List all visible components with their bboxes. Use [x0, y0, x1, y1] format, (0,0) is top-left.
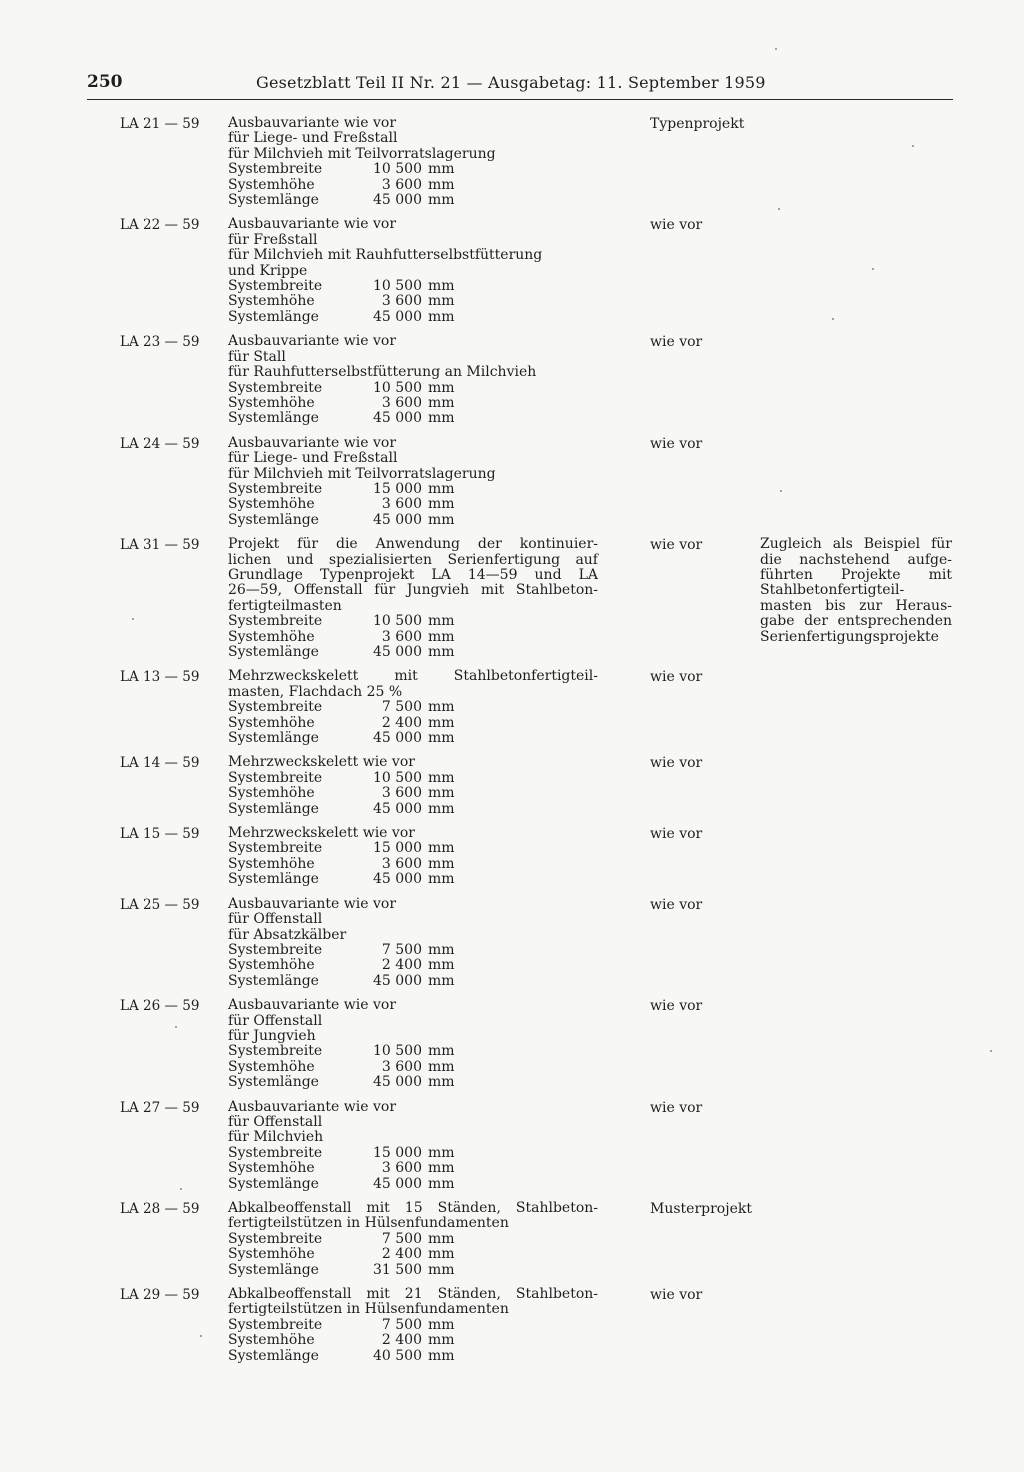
- dimension-unit: mm: [428, 840, 455, 857]
- dimension-value: 3 600: [381, 394, 422, 411]
- dimension-value: 7 500: [381, 1230, 422, 1247]
- dimension-unit: mm: [428, 161, 455, 178]
- dimension-value: 45 000: [373, 410, 422, 427]
- project-code: LA 31 — 59: [120, 537, 200, 554]
- description-line: für Offenstall: [228, 1012, 323, 1029]
- dimension-label: Systemlänge: [228, 1074, 319, 1091]
- dimension-value: 45 000: [373, 1074, 422, 1091]
- dimension-label: Systemlänge: [228, 1347, 319, 1364]
- dimension-unit: mm: [428, 769, 455, 786]
- project-status: wie vor: [650, 826, 703, 843]
- description-line: fertigteilstützen in Hülsenfundamenten: [228, 1215, 509, 1232]
- dimension-unit: mm: [428, 410, 455, 427]
- dimension-label: Systemlänge: [228, 1261, 319, 1278]
- project-code: LA 21 — 59: [120, 116, 200, 132]
- project-entry: [0, 334, 1024, 426]
- description-line: Ausbauvariante wie vor: [228, 895, 397, 912]
- dimension-label: Systemhöhe: [228, 628, 315, 645]
- description-line: Grundlage Typenprojekt LA 14—59 und LA: [228, 566, 598, 583]
- project-code: LA 24 — 59: [120, 435, 200, 452]
- project-body: [228, 537, 598, 660]
- dimension-unit: mm: [428, 511, 455, 528]
- scan-speck: [180, 1188, 182, 1190]
- dimension-label: Systembreite: [228, 840, 323, 857]
- description-line: Ausbauvariante wie vor: [228, 115, 397, 131]
- project-body: [228, 998, 598, 1090]
- dimension-value: 45 000: [373, 644, 422, 660]
- project-code: LA 28 — 59: [120, 1201, 200, 1217]
- dimension-unit: mm: [428, 699, 455, 716]
- dimension-label: Systemlänge: [228, 644, 319, 660]
- project-entry: [0, 537, 1024, 660]
- dimension-value: 2 400: [381, 1332, 422, 1349]
- dimension-value: 3 600: [381, 1160, 422, 1177]
- description-line: Mehrzweckskelett wie vor: [228, 825, 415, 842]
- project-status: Typenprojekt: [650, 116, 745, 132]
- dimension-unit: mm: [428, 192, 455, 209]
- scan-speck: [780, 490, 782, 492]
- dimension-unit: mm: [428, 855, 455, 872]
- description-line: Abkalbeoffenstall mit 15 Ständen, Stahlbeton-: [228, 1200, 598, 1216]
- project-body: [228, 669, 598, 746]
- dimension-value: 45 000: [373, 800, 422, 817]
- dimension-label: Systemhöhe: [228, 957, 315, 974]
- dimension-label: Systemlänge: [228, 871, 319, 888]
- dimension-label: Systemhöhe: [228, 1058, 315, 1075]
- project-body: [228, 826, 598, 888]
- entries-list: [0, 116, 1024, 1373]
- project-entry: [0, 669, 1024, 746]
- remark-line: masten bis zur Heraus-: [760, 597, 952, 614]
- dimension-label: Systemlänge: [228, 730, 319, 747]
- dimension-label: Systembreite: [228, 1316, 323, 1333]
- project-code: LA 13 — 59: [120, 669, 200, 686]
- project-code: LA 23 — 59: [120, 334, 200, 351]
- dimension-unit: mm: [428, 1261, 455, 1278]
- description-line: Projekt für die Anwendung der kontinuier-: [228, 536, 598, 553]
- dimension-value: 45 000: [373, 308, 422, 325]
- description-line: für Milchvieh mit Rauhfutterselbstfütterung: [228, 247, 543, 264]
- scan-speck: [832, 318, 834, 320]
- dimension-label: Systembreite: [228, 278, 323, 295]
- dimension-unit: mm: [428, 1074, 455, 1091]
- dimension-unit: mm: [428, 613, 455, 630]
- dimension-value: 45 000: [373, 871, 422, 888]
- project-status: wie vor: [650, 896, 703, 913]
- dimension-unit: mm: [428, 972, 455, 989]
- project-status: wie vor: [650, 755, 703, 772]
- dimensions-table: [228, 1318, 598, 1364]
- description-line: für Milchvieh mit Teilvorratslagerung: [228, 145, 496, 162]
- dimension-unit: mm: [428, 293, 455, 310]
- description-line: Ausbauvariante wie vor: [228, 333, 397, 350]
- project-code: LA 25 — 59: [120, 896, 200, 913]
- scan-speck: [778, 208, 780, 210]
- dimension-label: Systembreite: [228, 1144, 323, 1161]
- dimension-unit: mm: [428, 176, 455, 193]
- dimension-unit: mm: [428, 1316, 455, 1333]
- remark-line: führten Projekte mit: [760, 566, 952, 583]
- dimension-value: 7 500: [381, 1316, 422, 1333]
- dimensions-table: [228, 162, 598, 208]
- scan-speck: [990, 1050, 992, 1052]
- dimension-unit: mm: [428, 800, 455, 817]
- description-line: für Absatzkälber: [228, 926, 347, 943]
- dimension-value: 45 000: [373, 192, 422, 209]
- description-line: für Offenstall: [228, 1113, 323, 1130]
- dimension-unit: mm: [428, 1230, 455, 1247]
- dimension-value: 10 500: [373, 1043, 422, 1060]
- dimension-value: 10 500: [373, 161, 422, 178]
- project-body: [228, 897, 598, 989]
- description-line: für Rauhfutterselbstfütterung an Milchvieh: [228, 364, 537, 381]
- project-code: LA 29 — 59: [120, 1287, 200, 1304]
- description-line: Mehrzweckskelett mit Stahlbetonfertigteil-: [228, 668, 598, 685]
- project-entry: [0, 1100, 1024, 1192]
- dimension-label: Systemhöhe: [228, 176, 315, 193]
- dimension-unit: mm: [428, 308, 455, 325]
- dimension-value: 10 500: [373, 613, 422, 630]
- description-line: für Stall: [228, 348, 286, 365]
- project-status: wie vor: [650, 1287, 703, 1304]
- scan-speck: [175, 1026, 177, 1028]
- scan-speck: [872, 268, 874, 270]
- dimension-value: 15 000: [373, 1144, 422, 1161]
- dimension-unit: mm: [428, 1347, 455, 1364]
- dimension-unit: mm: [428, 871, 455, 888]
- dimension-label: Systemhöhe: [228, 785, 315, 802]
- remark-note: [760, 537, 952, 645]
- description-line: und Krippe: [228, 262, 308, 279]
- description-line: für Liege- und Freßstall: [228, 450, 398, 467]
- project-body: [228, 1100, 598, 1192]
- dimension-unit: mm: [428, 628, 455, 645]
- dimension-label: Systembreite: [228, 769, 323, 786]
- project-status: Musterprojekt: [650, 1201, 752, 1217]
- dimension-unit: mm: [428, 714, 455, 731]
- scan-speck: [912, 145, 914, 147]
- project-code: LA 26 — 59: [120, 998, 200, 1015]
- description-line: Abkalbeoffenstall mit 21 Ständen, Stahlbeton-: [228, 1286, 598, 1303]
- dimension-label: Systemhöhe: [228, 1246, 315, 1263]
- scan-speck: [132, 618, 134, 620]
- dimension-unit: mm: [428, 730, 455, 747]
- dimension-label: Systembreite: [228, 1043, 323, 1060]
- dimension-label: Systemlänge: [228, 972, 319, 989]
- description-line: masten, Flachdach 25 %: [228, 683, 403, 700]
- project-entry: [0, 217, 1024, 325]
- project-code: LA 22 — 59: [120, 217, 200, 234]
- description-line: für Jungvieh: [228, 1027, 316, 1044]
- dimension-unit: mm: [428, 1175, 455, 1192]
- dimensions-table: [228, 943, 598, 989]
- dimension-value: 45 000: [373, 972, 422, 989]
- dimension-label: Systemhöhe: [228, 496, 315, 513]
- project-entry: [0, 755, 1024, 817]
- project-status: wie vor: [650, 1099, 703, 1116]
- dimension-unit: mm: [428, 1144, 455, 1161]
- dimension-unit: mm: [428, 1058, 455, 1075]
- project-body: [228, 334, 598, 426]
- project-entry: [0, 116, 1024, 208]
- dimension-label: Systembreite: [228, 379, 323, 396]
- project-entry: [0, 998, 1024, 1090]
- dimension-value: 10 500: [373, 769, 422, 786]
- dimension-label: Systemhöhe: [228, 855, 315, 872]
- dimension-label: Systembreite: [228, 613, 323, 630]
- dimension-value: 7 500: [381, 699, 422, 716]
- description-line: Mehrzweckskelett wie vor: [228, 754, 415, 771]
- dimensions-table: [228, 771, 598, 817]
- project-code: LA 14 — 59: [120, 755, 200, 772]
- dimension-value: 2 400: [381, 714, 422, 731]
- dimension-value: 3 600: [381, 496, 422, 513]
- dimensions-table: [228, 700, 598, 746]
- dimension-unit: mm: [428, 1246, 455, 1263]
- dimension-label: Systemlänge: [228, 800, 319, 817]
- dimension-value: 15 000: [373, 840, 422, 857]
- dimension-unit: mm: [428, 785, 455, 802]
- dimension-unit: mm: [428, 1043, 455, 1060]
- description-line: Ausbauvariante wie vor: [228, 1098, 397, 1115]
- dimension-value: 3 600: [381, 628, 422, 645]
- dimension-label: Systembreite: [228, 699, 323, 716]
- dimension-value: 7 500: [381, 941, 422, 958]
- project-entry: [0, 826, 1024, 888]
- project-status: wie vor: [650, 435, 703, 452]
- remark-line: gabe der entsprechenden: [760, 613, 952, 630]
- dimension-value: 2 400: [381, 957, 422, 974]
- project-code: LA 15 — 59: [120, 826, 200, 843]
- dimension-label: Systembreite: [228, 1230, 323, 1247]
- dimensions-table: [228, 482, 598, 528]
- remark-line: Stahlbetonfertigteil-: [760, 582, 905, 599]
- project-entry: [0, 1201, 1024, 1278]
- project-body: [228, 755, 598, 817]
- dimension-label: Systembreite: [228, 941, 323, 958]
- scan-speck: [775, 48, 777, 50]
- dimension-unit: mm: [428, 496, 455, 513]
- project-status: wie vor: [650, 669, 703, 686]
- dimension-label: Systemlänge: [228, 192, 319, 209]
- dimension-label: Systemlänge: [228, 308, 319, 325]
- project-status: wie vor: [650, 217, 703, 234]
- description-line: für Freßstall: [228, 231, 318, 248]
- dimension-label: Systembreite: [228, 480, 323, 497]
- dimension-label: Systemhöhe: [228, 394, 315, 411]
- dimension-label: Systemlänge: [228, 511, 319, 528]
- dimension-value: 40 500: [373, 1347, 422, 1364]
- dimension-value: 3 600: [381, 293, 422, 310]
- dimension-value: 31 500: [373, 1261, 422, 1278]
- description-line: 26—59, Offenstall für Jungvieh mit Stahlbeton-: [228, 582, 598, 599]
- dimension-value: 3 600: [381, 785, 422, 802]
- dimension-label: Systemhöhe: [228, 293, 315, 310]
- dimension-unit: mm: [428, 394, 455, 411]
- project-code: LA 27 — 59: [120, 1099, 200, 1116]
- project-entry: [0, 1287, 1024, 1364]
- dimension-value: 45 000: [373, 511, 422, 528]
- running-head: Gesetzblatt Teil II Nr. 21 — Ausgabetag: 11. September 1959: [256, 73, 766, 92]
- project-status: wie vor: [650, 537, 703, 554]
- dimension-unit: mm: [428, 941, 455, 958]
- dimension-value: 45 000: [373, 730, 422, 747]
- dimension-value: 3 600: [381, 855, 422, 872]
- description-line: für Offenstall: [228, 911, 323, 928]
- project-body: [228, 116, 598, 208]
- dimension-value: 3 600: [381, 1058, 422, 1075]
- description-line: für Liege- und Freßstall: [228, 130, 398, 147]
- project-body: [228, 1201, 598, 1278]
- dimension-unit: mm: [428, 379, 455, 396]
- dimensions-table: [228, 1232, 598, 1278]
- description-line: Ausbauvariante wie vor: [228, 434, 397, 451]
- description-line: für Milchvieh: [228, 1129, 324, 1146]
- description-line: fertigteilstützen in Hülsenfundamenten: [228, 1301, 509, 1318]
- project-body: [228, 1287, 598, 1364]
- remark-line: Serienfertigungsprojekte: [760, 628, 939, 645]
- dimension-value: 15 000: [373, 480, 422, 497]
- dimensions-table: [228, 1146, 598, 1192]
- dimension-unit: mm: [428, 957, 455, 974]
- description-line: für Milchvieh mit Teilvorratslagerung: [228, 465, 496, 482]
- dimension-value: 10 500: [373, 278, 422, 295]
- dimension-value: 2 400: [381, 1246, 422, 1263]
- header-rule: [87, 99, 953, 100]
- description-line: lichen und spezialisierten Serienfertigung auf: [228, 551, 598, 568]
- description-line: Ausbauvariante wie vor: [228, 997, 397, 1014]
- dimension-label: Systemhöhe: [228, 1332, 315, 1349]
- dimensions-table: [228, 381, 598, 427]
- remark-line: Zugleich als Beispiel für: [760, 536, 952, 553]
- project-status: wie vor: [650, 334, 703, 351]
- dimensions-table: [228, 279, 598, 325]
- scan-speck: [200, 1335, 202, 1337]
- dimension-label: Systembreite: [228, 161, 323, 178]
- dimension-label: Systemlänge: [228, 410, 319, 427]
- dimension-label: Systemhöhe: [228, 714, 315, 731]
- project-entry: [0, 897, 1024, 989]
- dimensions-table: [228, 614, 598, 660]
- page-number: 250: [87, 72, 123, 92]
- dimension-value: 10 500: [373, 379, 422, 396]
- dimension-label: Systemhöhe: [228, 1160, 315, 1177]
- dimension-value: 3 600: [381, 176, 422, 193]
- dimensions-table: [228, 1044, 598, 1090]
- dimensions-table: [228, 841, 598, 887]
- dimension-unit: mm: [428, 278, 455, 295]
- dimension-label: Systemlänge: [228, 1175, 319, 1192]
- dimension-unit: mm: [428, 480, 455, 497]
- dimension-unit: mm: [428, 1160, 455, 1177]
- description-line: Ausbauvariante wie vor: [228, 216, 397, 233]
- project-status: wie vor: [650, 998, 703, 1015]
- dimension-value: 45 000: [373, 1175, 422, 1192]
- project-body: [228, 217, 598, 325]
- dimension-unit: mm: [428, 1332, 455, 1349]
- description-line: fertigteilmasten: [228, 597, 342, 614]
- dimension-unit: mm: [428, 644, 455, 660]
- project-body: [228, 436, 598, 528]
- project-entry: [0, 436, 1024, 528]
- remark-line: die nachstehend aufge-: [760, 551, 952, 568]
